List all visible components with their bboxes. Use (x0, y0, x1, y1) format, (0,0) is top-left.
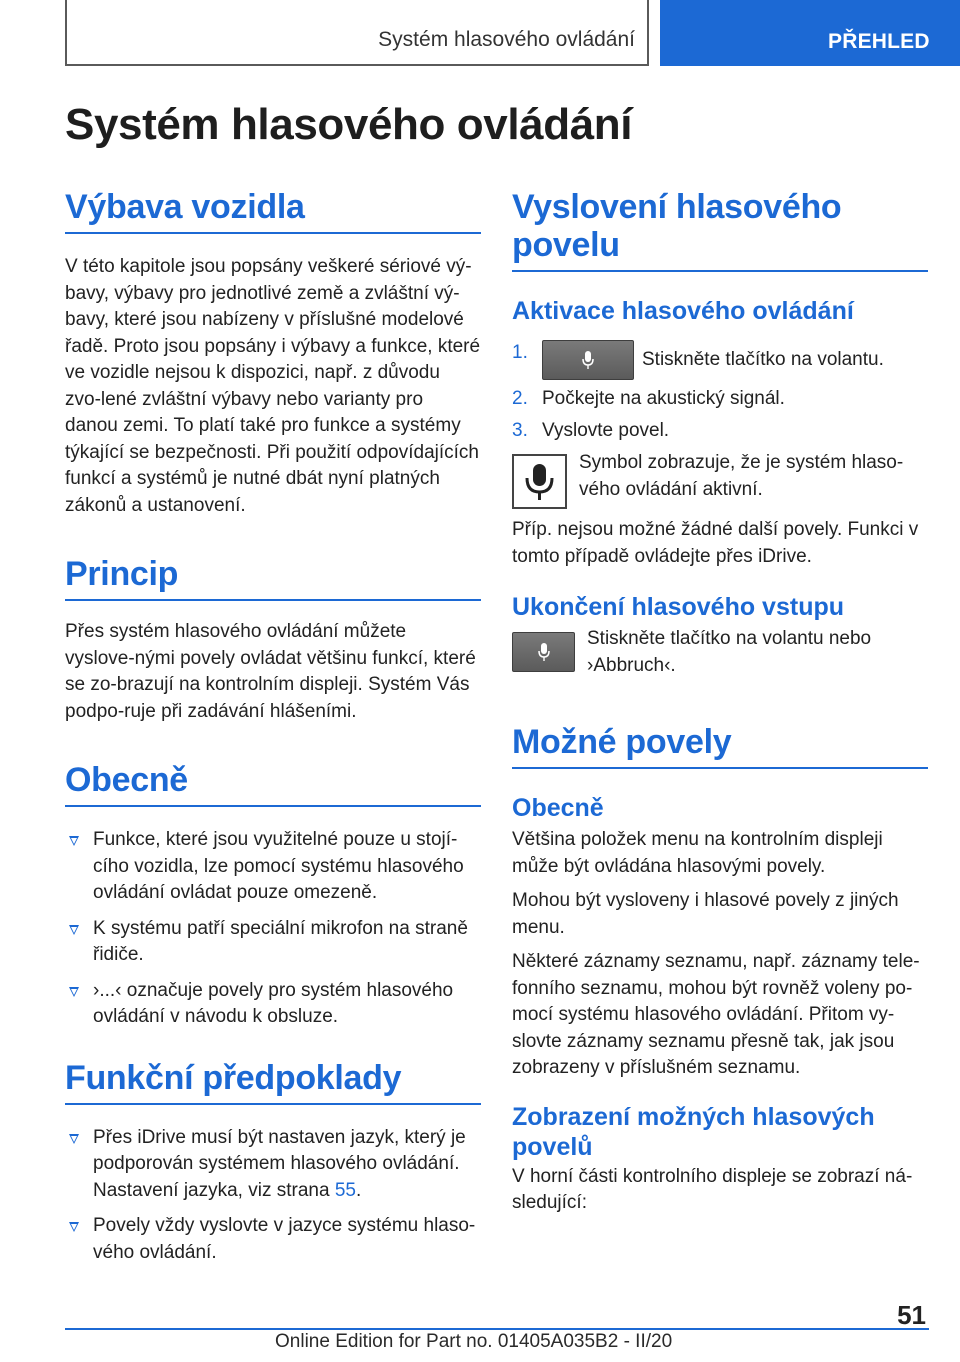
voice-symbol-text: Symbol zobrazuje, že je systém hlaso-vého ovládání aktivní. (579, 452, 904, 500)
left-column (65, 188, 481, 1275)
obecne-p2: Mohou být vysloveny i hlasové povely z jiných menu. (512, 890, 899, 938)
step-text: Počkejte na akustický signál. (542, 388, 785, 409)
header-chapter-box (65, 0, 649, 66)
heading-obecne-right: Obecně (512, 794, 604, 822)
list-item-text: Přes iDrive musí být nastaven jazyk, který je podporován systémem hlasového ovládání. Nastavení jazyka, viz strana (93, 1126, 466, 1201)
obecne-p3: Některé záznamy seznamu, např. záznamy tele-fonního seznamu, mohou být rovněž voleny po-mocí systému hlasového ovládání. Přitom vy-slovte záznamy seznamu přesně tak, jak jsou zobrazeny v příslušném seznamu. (512, 951, 920, 1078)
heading-zobrazeni: Zobrazení možných hlasových povelů (512, 1102, 875, 1161)
footer-divider (65, 1328, 929, 1330)
heading-mozne-povely: Možné povely (512, 723, 928, 769)
step-text: Stiskněte tlačítko na volantu. (642, 349, 884, 371)
triangle-bullet-icon (69, 987, 79, 997)
step-number: 3. (512, 420, 528, 441)
step-number: 1. (512, 342, 528, 363)
obecne-p1: Většina položek menu na kontrolním displeji může být ovládána hlasovými povely. (512, 829, 883, 877)
page-link-55[interactable]: 55 (334, 1179, 356, 1201)
heading-obecne-left: Obecně (65, 761, 481, 807)
heading-vysloveni: Vyslovení hlasového povelu (512, 188, 928, 272)
ukonceni-row (512, 626, 928, 679)
list-item (65, 827, 481, 907)
list-item (65, 916, 481, 969)
triangle-bullet-icon (69, 925, 79, 935)
list-item-text: Funkce, které jsou využitelné pouze u stojí-cího vozidla, lze pomocí systému hlasového ovládání ovládat pouze omezeně. (93, 829, 464, 903)
footer-edition: Online Edition for Part no. 01405A035B2 - II/20 (275, 1331, 673, 1352)
step-item (512, 386, 928, 412)
header-tab-overview[interactable] (660, 0, 960, 66)
section-predpoklady (65, 1059, 481, 1267)
vybava-text: V této kapitole jsou popsány veškeré sériové vý-bavy, výbavy pro jednotlivé země a zvláštní vý-bavy, které jsou nabízeny v příslušné modelové řadě. Proto jsou popsány i výbavy a funkce, které ve vozidle nejsou k dispozici, např. z důvodu zvo-lené zvláštní výbavy nebo varianty pro danou zemi. To platí také pro funkce a systémy týkající se bezpečnosti. Při použití odpovídajících funkcí a systémů je nutné dbát nyní platných zákonů a ustanovení. (65, 256, 481, 516)
right-column (512, 188, 928, 1217)
heading-vybava: Výbava vozidla (65, 188, 481, 234)
section-obecne-left (65, 761, 481, 1031)
microphone-icon (514, 456, 565, 507)
list-item-text: K systému patří speciální mikrofon na straně řidiče. (93, 917, 468, 965)
heading-predpoklady: Funkční předpoklady (65, 1059, 481, 1105)
aktivace-steps (512, 340, 928, 444)
section-princip (65, 555, 481, 725)
page-title: Systém hlasového ovládání (65, 100, 633, 149)
triangle-bullet-icon (69, 1222, 79, 1232)
list-item (65, 1213, 481, 1266)
header-tab-label: PŘEHLED (828, 30, 930, 53)
obecne-list (65, 827, 481, 1031)
zobrazeni-text: V horní části kontrolního displeje se zobrazí ná-sledující: (512, 1165, 913, 1213)
heading-aktivace: Aktivace hlasového ovládání (512, 297, 854, 325)
microphone-icon (538, 643, 550, 661)
steering-wheel-voice-button-image (542, 340, 634, 380)
triangle-bullet-icon (69, 836, 79, 846)
header-chapter-title: Systém hlasového ovládání (378, 28, 635, 51)
list-item (65, 978, 481, 1031)
steering-wheel-voice-button-image (512, 632, 575, 672)
list-item-period: . (355, 1179, 362, 1201)
list-item-text: ›...‹ označuje povely pro systém hlasového ovládání v návodu k obsluze. (93, 979, 454, 1027)
list-item (65, 1125, 481, 1205)
microphone-icon (582, 351, 594, 369)
predpoklady-list (65, 1125, 481, 1267)
voice-active-symbol (512, 454, 567, 509)
section-vybava (65, 188, 481, 519)
princip-text: Přes systém hlasového ovládání můžete vyslove-nými povely ovládat většinu funkcí, které se zo-brazují na kontrolním displeji. Systém Vás podpo-ruje při zadávání hlášeními. (65, 621, 476, 722)
ukonceni-text: Stiskněte tlačítko na volantu nebo ›Abbruch‹. (587, 628, 872, 676)
aktivace-after-text: Příp. nejsou možné žádné další povely. Funkci v tomto případě ovládejte přes iDrive. (512, 519, 919, 567)
list-item-text: Povely vždy vyslovte v jazyce systému hlaso-vého ovládání. (93, 1215, 476, 1263)
step-item (512, 340, 928, 380)
page-number: 51 (897, 1300, 926, 1330)
voice-active-symbol-row (512, 450, 928, 509)
heading-princip: Princip (65, 555, 481, 601)
step-item (512, 418, 928, 444)
step-number: 2. (512, 388, 528, 409)
triangle-bullet-icon (69, 1134, 79, 1144)
step-text: Vyslovte povel. (542, 420, 670, 441)
heading-ukonceni: Ukončení hlasového vstupu (512, 593, 845, 621)
